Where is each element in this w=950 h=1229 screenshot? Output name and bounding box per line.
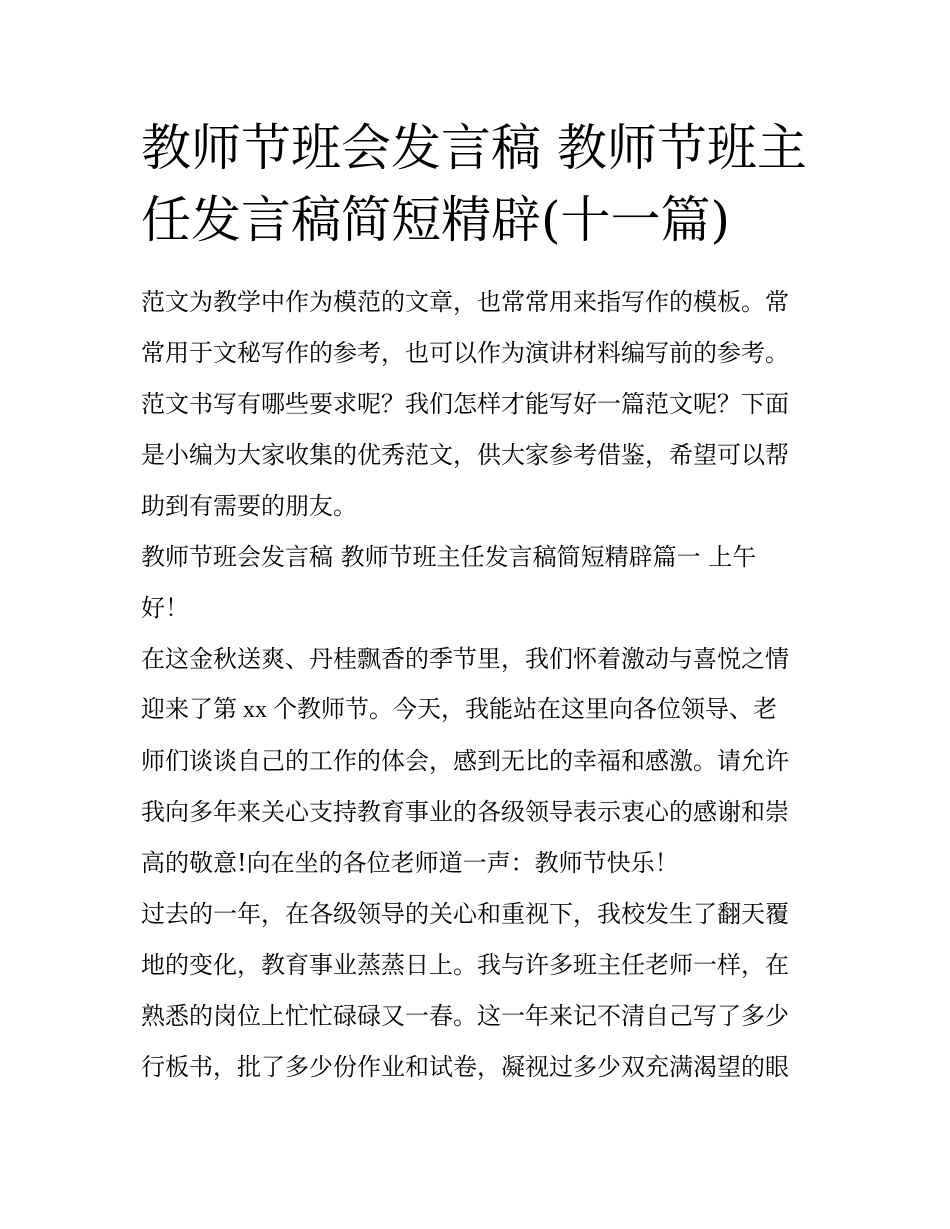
text-line: 常用于文秘写作的参考，也可以作为演讲材料编写前的参考。: [141, 339, 789, 367]
text-line: 熟悉的岗位上忙忙碌碌又一春。这一年来记不清自己写了多少: [141, 1002, 789, 1030]
text-line: 助到有需要的朋友。: [141, 492, 357, 520]
body-paragraph: [141, 889, 813, 1093]
text-line: 地的变化，教育事业蒸蒸日上。我与许多班主任老师一样，在: [141, 951, 789, 979]
text-line: 范文书写有哪些要求呢？我们怎样才能写好一篇范文呢？下面: [141, 390, 789, 418]
text-line: 行板书，批了多少份作业和试卷，凝视过多少双充满渴望的眼: [141, 1053, 789, 1081]
section-heading-paragraph: [141, 532, 813, 634]
text-line: 迎来了第 xx 个教师节。今天，我能站在这里向各位领导、老: [141, 697, 777, 723]
text-line: 高的敬意!向在坐的各位老师道一声：教师节快乐！: [141, 849, 679, 877]
text-line: 在这金秋送爽、丹桂飘香的季节里，我们怀着激动与喜悦之情: [141, 645, 789, 673]
text-line: 好！: [141, 594, 189, 622]
body-paragraph: [141, 634, 813, 889]
title-line: 教师节班会发言稿 教师节班主: [141, 119, 807, 177]
text-line: 范文为教学中作为模范的文章，也常常用来指写作的模板。常: [141, 288, 789, 316]
text-line: 是小编为大家收集的优秀范文，供大家参考借鉴，希望可以帮: [141, 441, 789, 469]
text-line: 教师节班会发言稿 教师节班主任发言稿简短精辟篇一 上午: [141, 543, 757, 571]
text-line: 师们谈谈自己的工作的体会，感到无比的幸福和感激。请允许: [141, 747, 789, 775]
text-line: 我向多年来关心支持教育事业的各级领导表示衷心的感谢和崇: [141, 798, 789, 826]
document-title: [141, 112, 813, 256]
intro-paragraph: [141, 277, 813, 532]
title-line: 任发言稿简短精辟(十一篇): [141, 191, 731, 249]
text-line: 过去的一年，在各级领导的关心和重视下，我校发生了翻天覆: [141, 900, 789, 928]
document-body: [141, 277, 813, 1093]
document-content: [141, 112, 813, 1093]
